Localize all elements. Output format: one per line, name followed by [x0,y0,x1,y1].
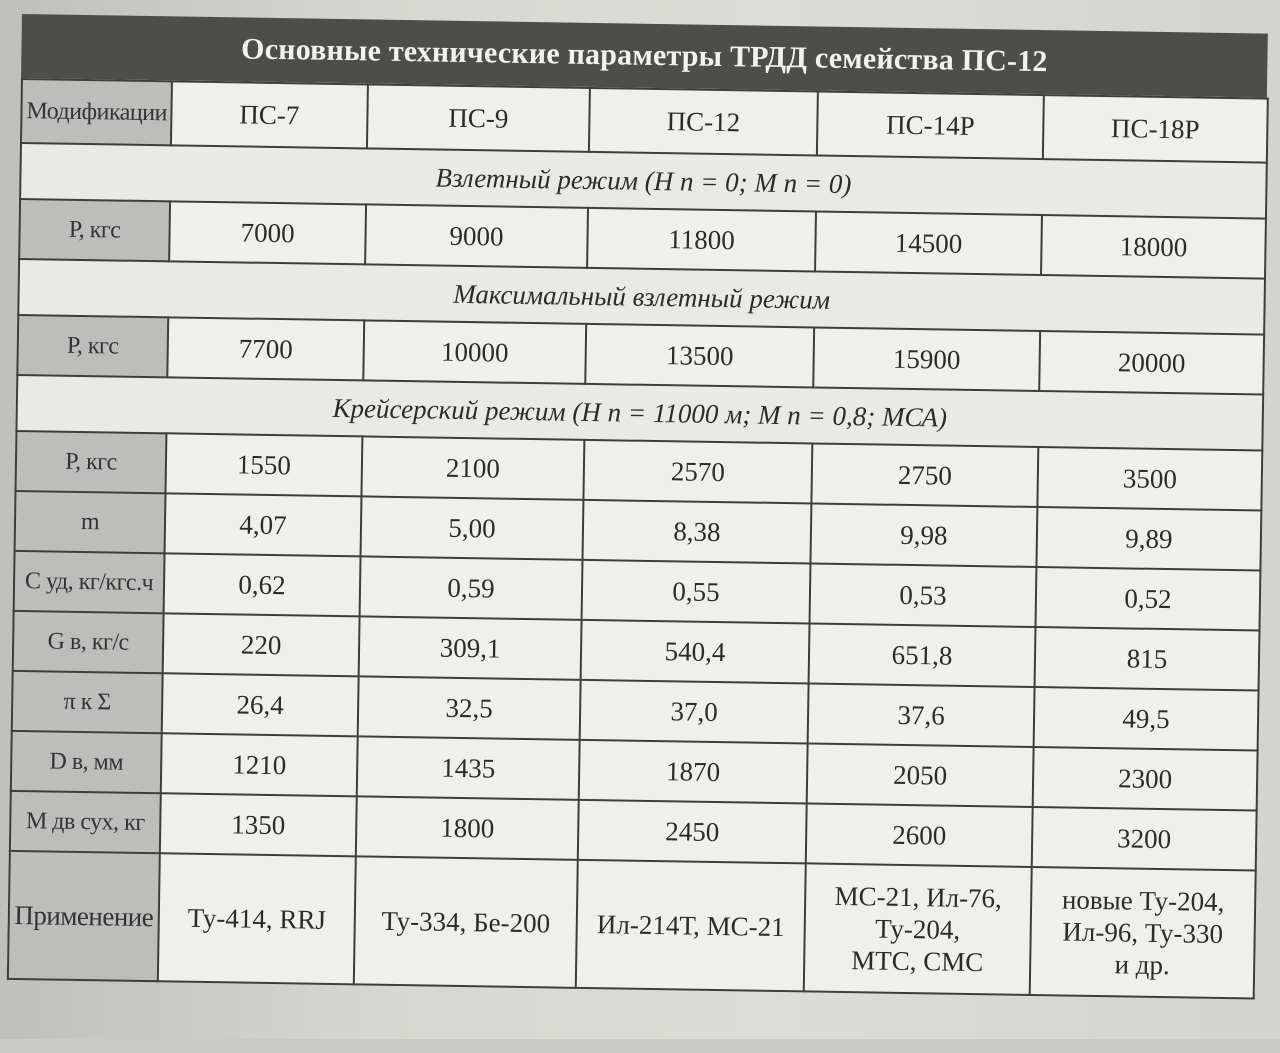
section-heading: Взлетный режим (Н п = 0; М п = 0) [20,143,1267,219]
table-cell: 2750 [811,443,1038,507]
table-cell: 14500 [815,211,1042,275]
table-cell: 9,89 [1036,507,1261,571]
table-cell: 15900 [813,327,1040,391]
table-cell: 2300 [1033,747,1258,811]
row-label: М дв сух, кг [10,791,161,853]
table-cell: 26,4 [162,673,359,736]
table-cell: 37,0 [580,680,809,744]
table-cell: 11800 [587,208,816,272]
table-cell [1030,867,1256,999]
application-line: МТС, СМС [850,945,984,978]
row-label: Р, кгс [16,431,167,493]
table-cell [354,856,578,987]
table-cell: 0,53 [810,563,1037,627]
table-cell: 540,4 [581,620,810,684]
row-label: Применение [8,851,160,981]
table-cell: 18000 [1041,215,1266,279]
application-line: Ту-414, RRJ [187,902,327,935]
table-cell: 1800 [356,796,579,859]
application-line: Ил-214Т, МС-21 [596,909,785,943]
header-label: Модификации [21,79,172,145]
table-cell: 7700 [167,317,364,380]
table-cell [576,860,806,992]
spec-sheet [6,14,1268,1053]
row-label: π к Σ [12,671,163,733]
table-cell: 10000 [363,320,586,383]
column-header: ПС-9 [367,84,590,151]
column-header: ПС-18Р [1043,95,1268,163]
section-heading: Максимальный взлетный режим [18,259,1265,335]
table-cell: 1210 [161,733,358,796]
table-cell: 2050 [807,743,1034,807]
table-cell: 3500 [1037,447,1262,511]
table-cell: 0,52 [1035,567,1260,631]
table-cell: 37,6 [808,683,1035,747]
table-cell: 2600 [806,803,1033,867]
row-label: D в, мм [11,731,162,793]
table-cell: 9000 [365,204,588,267]
row-label: G в, кг/с [13,611,164,673]
table-cell: 0,55 [582,560,811,624]
table-cell: 3200 [1032,807,1257,871]
table-cell: 815 [1035,627,1260,691]
table-cell: 1870 [579,740,808,804]
table-cell: 9,98 [810,503,1037,567]
table-cell: 651,8 [809,623,1036,687]
table-cell: 0,62 [164,553,361,616]
table-cell: 5,00 [361,496,584,559]
application-line: новые Ту-204, [1061,884,1225,917]
table-cell: 1350 [160,793,357,856]
table-cell: 1550 [165,433,362,496]
application-line: МС-21, Ил-76, [834,880,1003,914]
table-cell: 220 [163,613,360,676]
column-header: ПС-14Р [817,92,1044,160]
table-cell: 13500 [585,324,814,388]
row-label: С уд, кг/кгс.ч [14,551,165,613]
table-cell [158,853,356,984]
column-header: ПС-7 [171,81,368,148]
table-cell: 20000 [1039,331,1264,395]
row-label: Р, кгс [19,199,170,261]
table-title: Основные технические параметры ТРДД семейства ПС-12 [21,14,1268,98]
table-cell: 2450 [578,800,807,864]
table-cell: 8,38 [582,500,811,564]
table-cell: 2570 [583,440,812,504]
table-cell: 309,1 [359,616,582,679]
application-line: Ил-96, Ту-330 [1062,916,1224,949]
section-heading: Крейсерский режим (Н п = 11000 м; М п = 0,8; МСА) [16,375,1263,451]
row-label: Р, кгс [17,315,168,377]
application-line: и др. [1114,949,1171,981]
table-cell: 49,5 [1034,687,1259,751]
table-cell [804,863,1032,995]
table-cell: 7000 [169,201,366,264]
table-cell: 2100 [361,436,584,499]
column-header: ПС-12 [589,88,818,156]
table-cell: 0,59 [360,556,583,619]
engine-spec-table [7,78,1269,999]
application-line: Ту-334, Бе-200 [381,905,551,939]
table-cell: 32,5 [358,676,581,739]
table-cell: 1435 [357,736,580,799]
application-row [8,851,1256,999]
application-line: Ту-204, [875,913,961,945]
row-label: m [15,491,166,553]
table-cell: 4,07 [165,493,362,556]
